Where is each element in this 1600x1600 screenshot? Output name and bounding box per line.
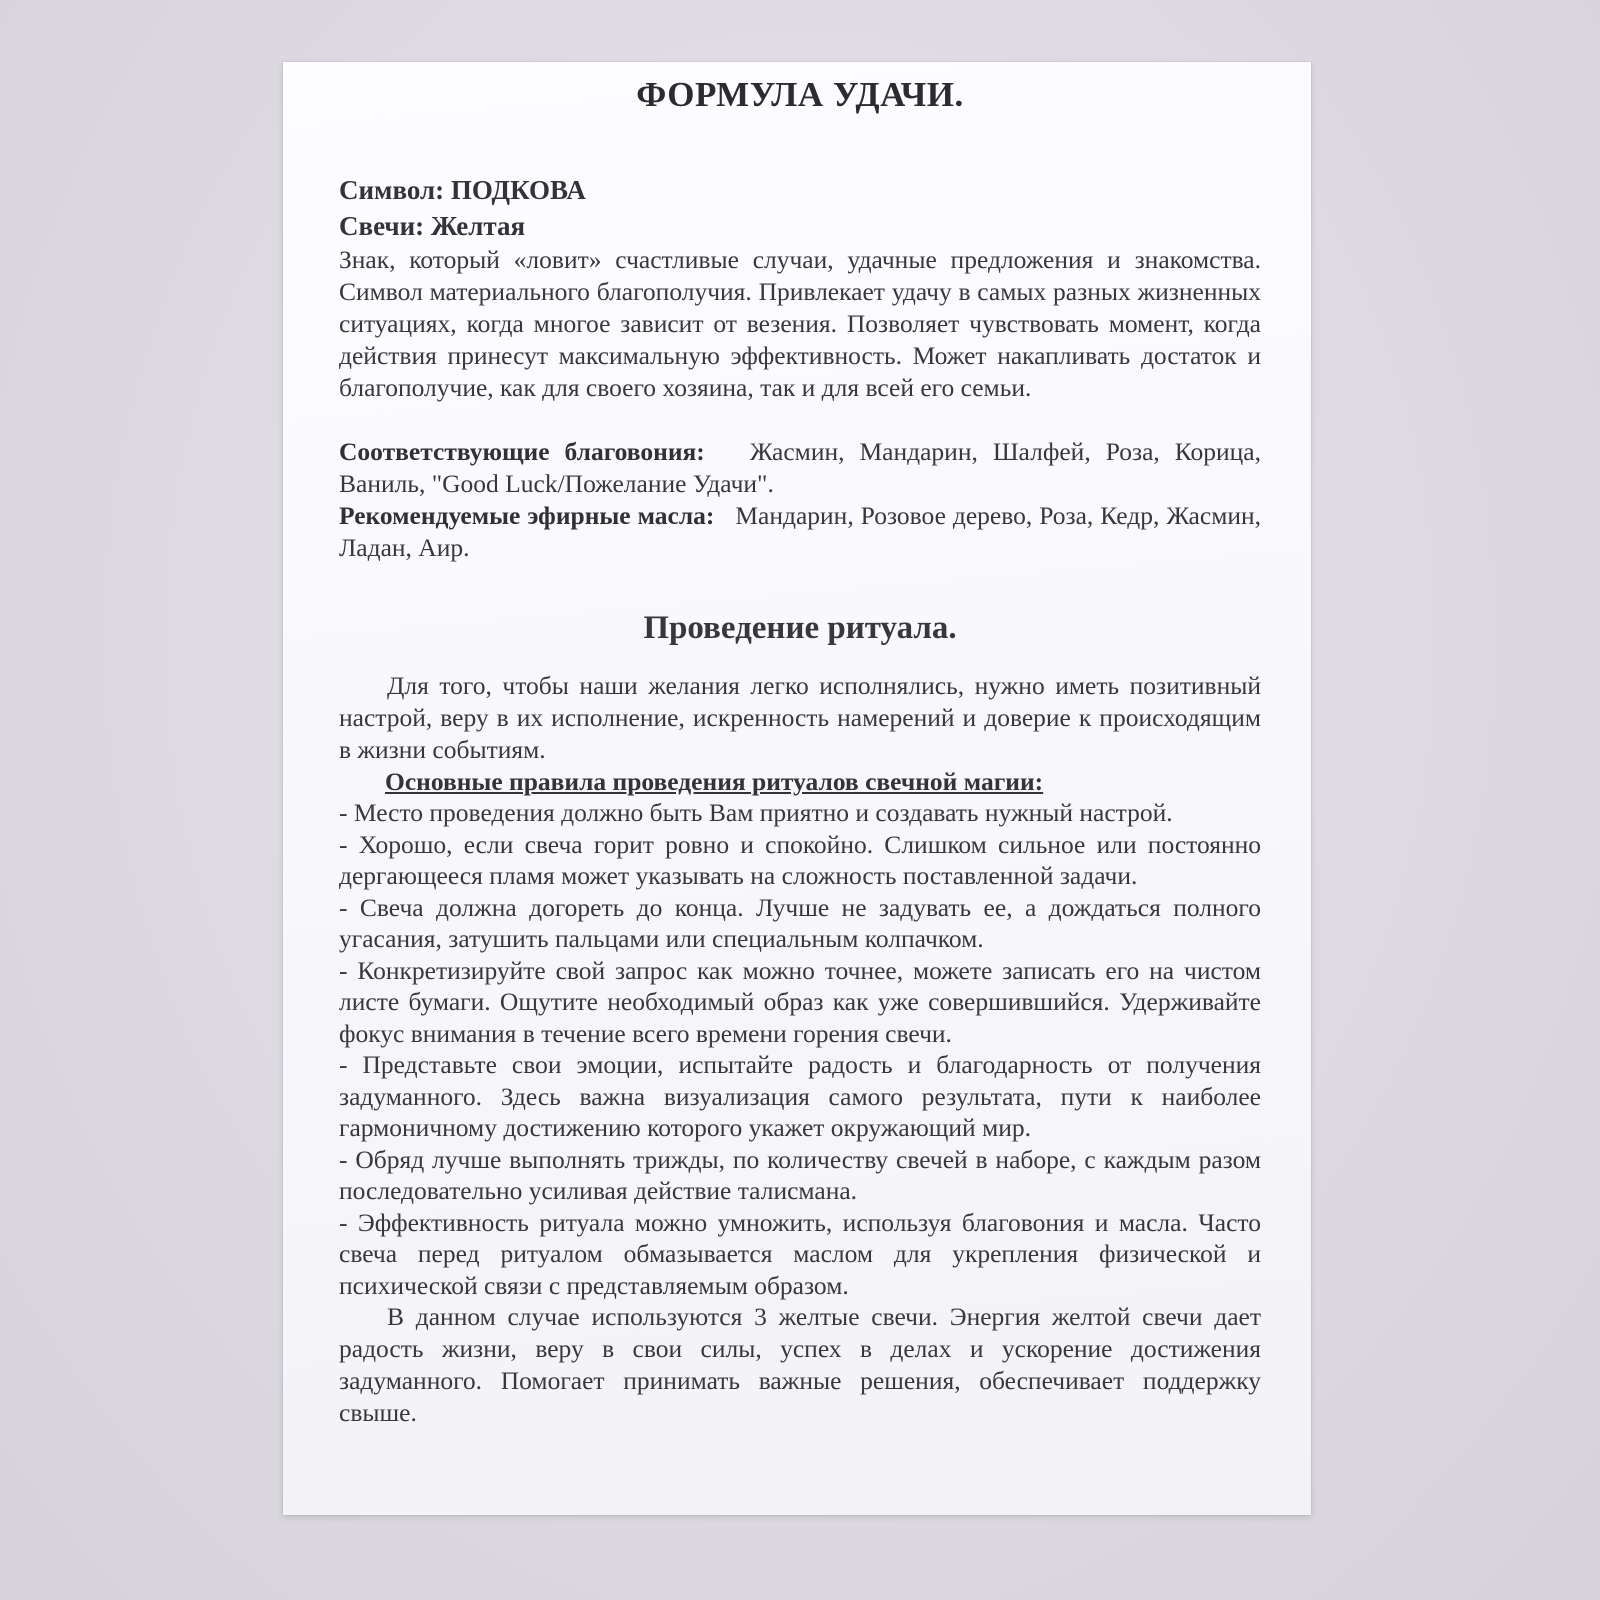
candles-label: Свечи: Желтая bbox=[339, 211, 526, 241]
rule-item: - Свеча должна догореть до конца. Лучше не задувать ее, а дождаться полного угасания, затушить пальцами или специальным колпачком. bbox=[339, 892, 1261, 953]
symbol-label: Символ: ПОДКОВА bbox=[339, 175, 586, 205]
incense-block bbox=[339, 436, 1261, 500]
rule-item: - Место проведения должно быть Вам приятно и создавать нужный настрой. bbox=[339, 798, 1173, 827]
spacer bbox=[339, 404, 1261, 436]
ritual-title: Проведение ритуала. bbox=[643, 610, 957, 646]
rule-item: - Представьте свои эмоции, испытайте радость и благодарность от получения задуманного. Здесь важна визуализация самого результата, пути к наиболее гармоничному достижению которого укажет окружающий мир. bbox=[339, 1050, 1261, 1142]
oils-block bbox=[339, 500, 1261, 564]
symbol-description: Знак, который «ловит» счастливые случаи, удачные предложения и знакомства. Символ материального благополучия. Привлекает удачу в самых разных жизненных ситуациях, когда многое зависит от везения. Позволяет чувствовать момент, когда действия принесут максимальную эффективность. Может накапливать достаток и благополучие, как для своего хозяина, так и для всей его семьи. bbox=[339, 245, 1261, 402]
incense-text: Жасмин, Мандарин, Шалфей, Роза, Корица, Ваниль, "Good Luck/Пожелание Удачи". bbox=[339, 437, 1261, 498]
ritual-intro: Для того, чтобы наши желания легко исполнялись, нужно иметь позитивный настрой, веру в их исполнение, искренность намерений и доверие к происходящим в жизни событиям. bbox=[339, 671, 1261, 764]
paper-sheet bbox=[283, 62, 1311, 1515]
rule-item: - Хорошо, если свеча горит ровно и спокойно. Слишком сильное или постоянно дергающееся пламя может указывать на сложность поставленной задачи. bbox=[339, 829, 1261, 890]
rule-item: - Эффективность ритуала можно умножить, используя благовония и масла. Часто свеча перед ритуалом обмазывается маслом для укрепления физической и психической связи с представляемым образом. bbox=[339, 1207, 1261, 1300]
oils-label: Рекомендуемые эфирные масла: bbox=[339, 501, 715, 530]
rules-heading: Основные правила проведения ритуалов свечной магии: bbox=[385, 767, 1044, 796]
rule-item: - Конкретизируйте свой запрос как можно точнее, можете записать его на чистом листе бумаги. Ощутите необходимый образ как уже совершившийся. Удерживайте фокус внимания в течение всего времени горения свечи. bbox=[339, 955, 1261, 1048]
oils-text: Мандарин, Розовое дерево, Роза, Кедр, Жасмин, Ладан, Аир. bbox=[339, 501, 1261, 562]
closing-paragraph: В данном случае используются 3 желтые свечи. Энергия желтой свечи дает радость жизни, веру в свои силы, успех в делах и ускорение достижения задуманного. Помогает принимать важные решения, обеспечивает поддержку свыше. bbox=[339, 1302, 1261, 1427]
incense-label: Соответствующие благовония: bbox=[339, 437, 705, 466]
rule-item: - Обряд лучше выполнять трижды, по количеству свечей в наборе, с каждым разом последовательно усиливая действие талисмана. bbox=[339, 1144, 1261, 1205]
document-title: ФОРМУЛА УДАЧИ. bbox=[636, 75, 964, 114]
